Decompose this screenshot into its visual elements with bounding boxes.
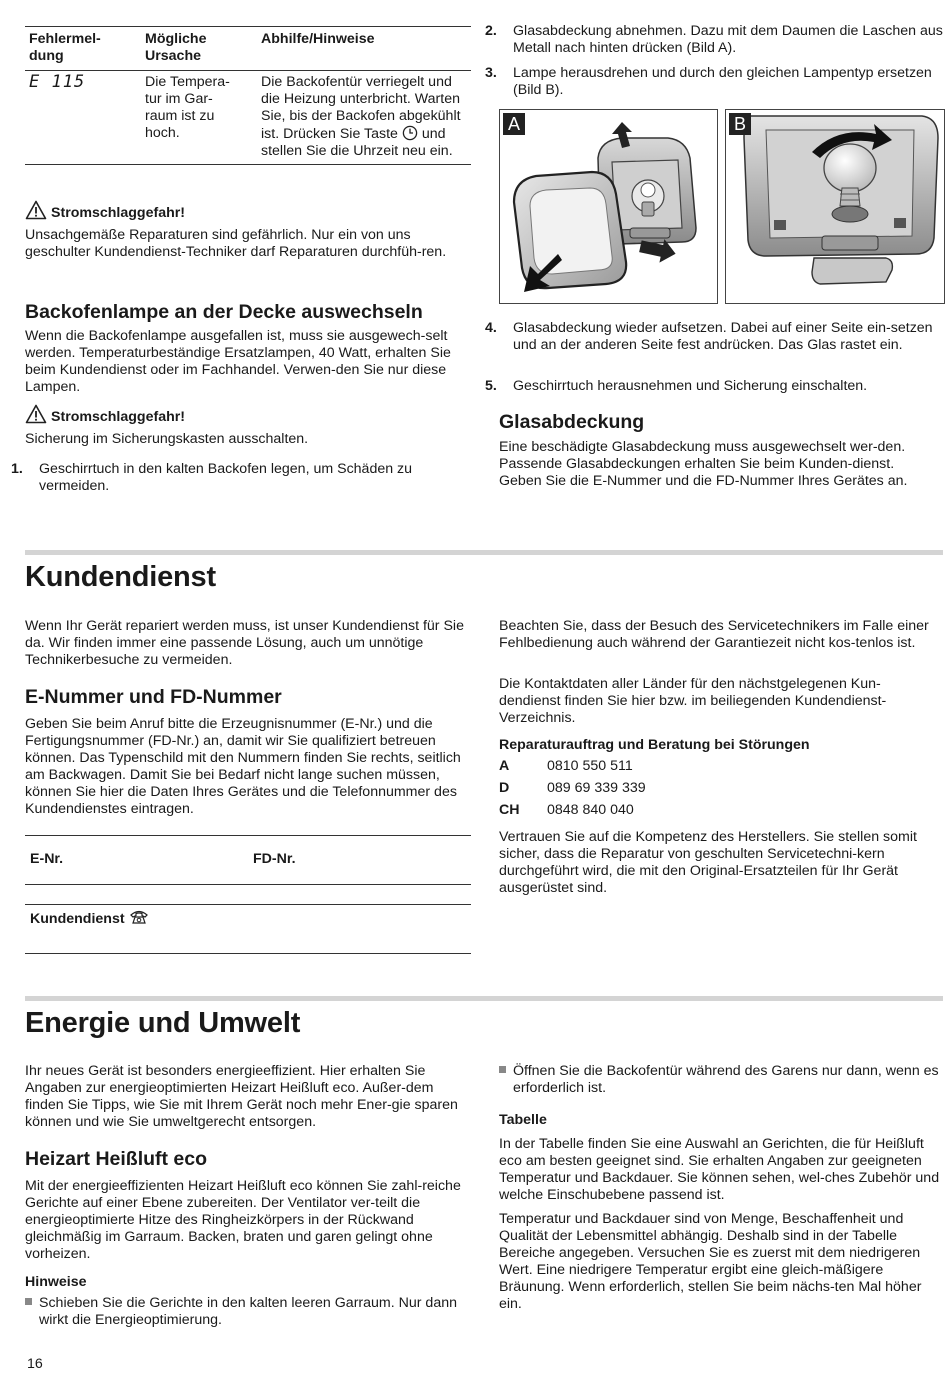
service-heading: Kundendienst xyxy=(25,561,216,593)
lamp-intro: Wenn die Backofenlampe ausgefallen ist, muss sie ausgewech-selt werden. Temperaturbeständige Ersatzlampen, 40 Watt, erhalten Sie beim Kundendienst oder im Fachhandel. Verwen-den Sie nur diese Lampen. xyxy=(25,328,451,395)
warning-text: Unsachgemäße Reparaturen sind gefährlich. Nur ein von uns geschulter Kundendienst-Techniker darf Reparaturen durchfüh-ren. xyxy=(25,227,447,260)
error-code: E 115 xyxy=(25,71,141,165)
e-number-text: Geben Sie beim Anruf bitte die Erzeugnisnummer (E-Nr.) und die Fertigungsnummer (FD-Nr.) an, damit wir Sie qualifiziert betreuen können. Das Typenschild mit den Nummern finden Sie rechts, seitlich am Backwagen. Damit Sie bei Bedarf nicht lange suchen müssen, können Sie hier die Daten Ihres Gerätes und die Telefonnummer des Kundendienstes eintragen. xyxy=(25,716,461,817)
warning-electric-shock-1 xyxy=(25,200,471,261)
table-p2: Temperatur und Backdauer sind von Menge, Beschaffenheit und Qualität der Lebensmittel abhängig. Deshalb sind in der Tabelle Bereiche angegeben. Versuchen Sie es zuerst mit dem niedrigeren Wert. Eine niedrigere Temperatur ergibt eine gleich-mäßigere Bräunung. Wenn erforderlich, stellen Sie beim nächs-ten Mal höher ein. xyxy=(499,1211,922,1312)
form-line xyxy=(25,953,471,954)
error-remedy xyxy=(257,71,471,165)
hint-2: Öffnen Sie die Backofentür während des Garens nur dann, wenn es erforderlich ist. xyxy=(499,1063,943,1097)
table-row xyxy=(25,71,471,165)
figure-b xyxy=(725,109,945,304)
energy-heading: Energie und Umwelt xyxy=(25,1007,301,1039)
glass-cover-heading: Glasabdeckung xyxy=(499,411,645,433)
figure-label-a: A xyxy=(503,113,525,135)
clock-icon xyxy=(402,125,418,141)
section-divider xyxy=(25,550,943,555)
form-line xyxy=(25,884,471,885)
step-1: 1. Geschirrtuch in den kalten Backofen legen, um Schäden zu vermeiden. xyxy=(11,461,413,494)
table-header-remedy: Abhilfe/Hinweise xyxy=(257,27,471,71)
repair-heading: Reparaturauftrag und Beratung bei Störungen xyxy=(499,737,810,753)
service-intro: Wenn Ihr Gerät repariert werden muss, ist unser Kundendienst für Sie da. Wir finden immer eine passende Lösung, auch um unnötige Technikerbesuche zu vermeiden. xyxy=(25,618,464,668)
fd-nr-label: FD-Nr. xyxy=(253,851,296,867)
error-table xyxy=(25,26,471,165)
warning-triangle-icon xyxy=(25,404,47,424)
service-right-p2: Die Kontaktdaten aller Länder für den nächstgelegenen Kun-dendienst finden Sie hier bzw. im beiliegenden Kundendienst-Verzeichnis. xyxy=(499,676,887,726)
hints-heading: Hinweise xyxy=(25,1274,87,1290)
step-5: 5. Geschirrtuch herausnehmen und Sicherung einschalten. xyxy=(485,378,868,394)
telephone-icon xyxy=(129,909,149,925)
figure-label-b: B xyxy=(729,113,751,135)
service-phone-label: Kundendienst xyxy=(30,909,149,928)
table-header-message: Fehlermel- dung xyxy=(25,27,141,71)
energy-intro: Ihr neues Gerät ist besonders energieeffizient. Hier erhalten Sie Angaben zur energieoptimierten Heizart Heißluft eco. Außer-dem finden Sie Tipps, wie Sie mit Ihrem Gerät noch mehr Ener-gie sparen können und wie Sie umweltgerecht entsorgen. xyxy=(25,1063,458,1130)
phone-row-ch: CH 0848 840 040 xyxy=(499,802,634,818)
section-divider xyxy=(25,996,943,1001)
table-p1: In der Tabelle finden Sie eine Auswahl an Gerichten, die für Heißluft eco am besten geeignet sind. Sie erhalten Angaben zur geeigneten Temperatur und Backdauer. Sie können sehen, wel-ches Zubehör und welche Einschubebene passend ist. xyxy=(499,1136,940,1203)
e-nr-label: E-Nr. xyxy=(30,851,64,867)
form-line xyxy=(25,904,471,905)
step-3: 3. Lampe herausdrehen und durch den gleichen Lampentyp ersetzen (Bild B). xyxy=(485,65,932,98)
glass-cover-removal-illustration xyxy=(500,110,717,303)
eco-heading: Heizart Heißluft eco xyxy=(25,1148,208,1170)
bullet-icon xyxy=(499,1066,506,1073)
eco-text: Mit der energieeffizienten Heizart Heißluft eco können Sie zahl-reiche Gerichte auf einer Ebene zubereiten. Der Ventilator ver-teilt die energieoptimierte Hitze des Ringheizkörpers in der Rückwand gleichmäßig im Garraum. Backen, braten und garen gelingt ohne vorheizen. xyxy=(25,1178,461,1262)
service-right-p1: Beachten Sie, dass der Besuch des Servicetechnikers im Falle einer Fehlbedienung auch während der Garantiezeit nicht kos-tenlos ist. xyxy=(499,618,929,651)
warning-text: Sicherung im Sicherungskasten ausschalten. xyxy=(25,431,309,447)
warning-title: Stromschlaggefahr! xyxy=(51,409,186,425)
bullet-icon xyxy=(25,1298,32,1305)
hint-1: Schieben Sie die Gerichte in den kalten leeren Garraum. Nur dann wirkt die Energieoptimierung. xyxy=(25,1295,485,1329)
step-4: 4. Glasabdeckung wieder aufsetzen. Dabei auf einer Seite ein-setzen und an der anderen Seite fest andrücken. Das Glas rastet ein. xyxy=(485,320,933,353)
page-number: 16 xyxy=(27,1356,43,1372)
table-header-cause: Mögliche Ursache xyxy=(141,27,257,71)
lamp-heading: Backofenlampe an der Decke auswechseln xyxy=(25,301,423,323)
warning-electric-shock-2 xyxy=(25,404,471,448)
error-cause: Die Tempera- tur im Gar- raum ist zu hoch. xyxy=(141,71,257,165)
table-heading: Tabelle xyxy=(499,1112,547,1128)
service-right-p3: Vertrauen Sie auf die Kompetenz des Herstellers. Sie stellen somit sicher, dass die Reparatur von geschulten Servicetechni-kern durchgeführt wird, die mit den Original-Ersatzteilen für Ihr Gerät ausgerüstet sind. xyxy=(499,829,917,896)
lamp-replacement-illustration xyxy=(726,110,944,303)
remedy-text-2: und stellen Sie die Uhrzeit neu ein. xyxy=(261,126,453,159)
figure-a xyxy=(499,109,718,304)
remedy-text-1: Die Backofentür verriegelt und die Heizung unterbricht. Warten Sie, bis der Backofen abgekühlt ist. Drücken Sie Taste xyxy=(261,74,461,142)
phone-row-d: D 089 69 339 339 xyxy=(499,780,646,796)
warning-triangle-icon xyxy=(25,200,47,220)
glass-cover-text: Eine beschädigte Glasabdeckung muss ausgewechselt wer-den. Passende Glasabdeckungen erhalten Sie beim Kunden-dienst. Geben Sie die E-Nummer und die FD-Nummer Ihres Gerätes an. xyxy=(499,439,908,489)
warning-title: Stromschlaggefahr! xyxy=(51,205,186,221)
phone-row-a: A 0810 550 511 xyxy=(499,758,633,774)
step-2: 2. Glasabdeckung abnehmen. Dazu mit dem Daumen die Laschen aus Metall nach hinten drücken (Bild A). xyxy=(485,23,943,56)
e-number-heading: E-Nummer und FD-Nummer xyxy=(25,686,282,708)
form-line xyxy=(25,835,471,836)
